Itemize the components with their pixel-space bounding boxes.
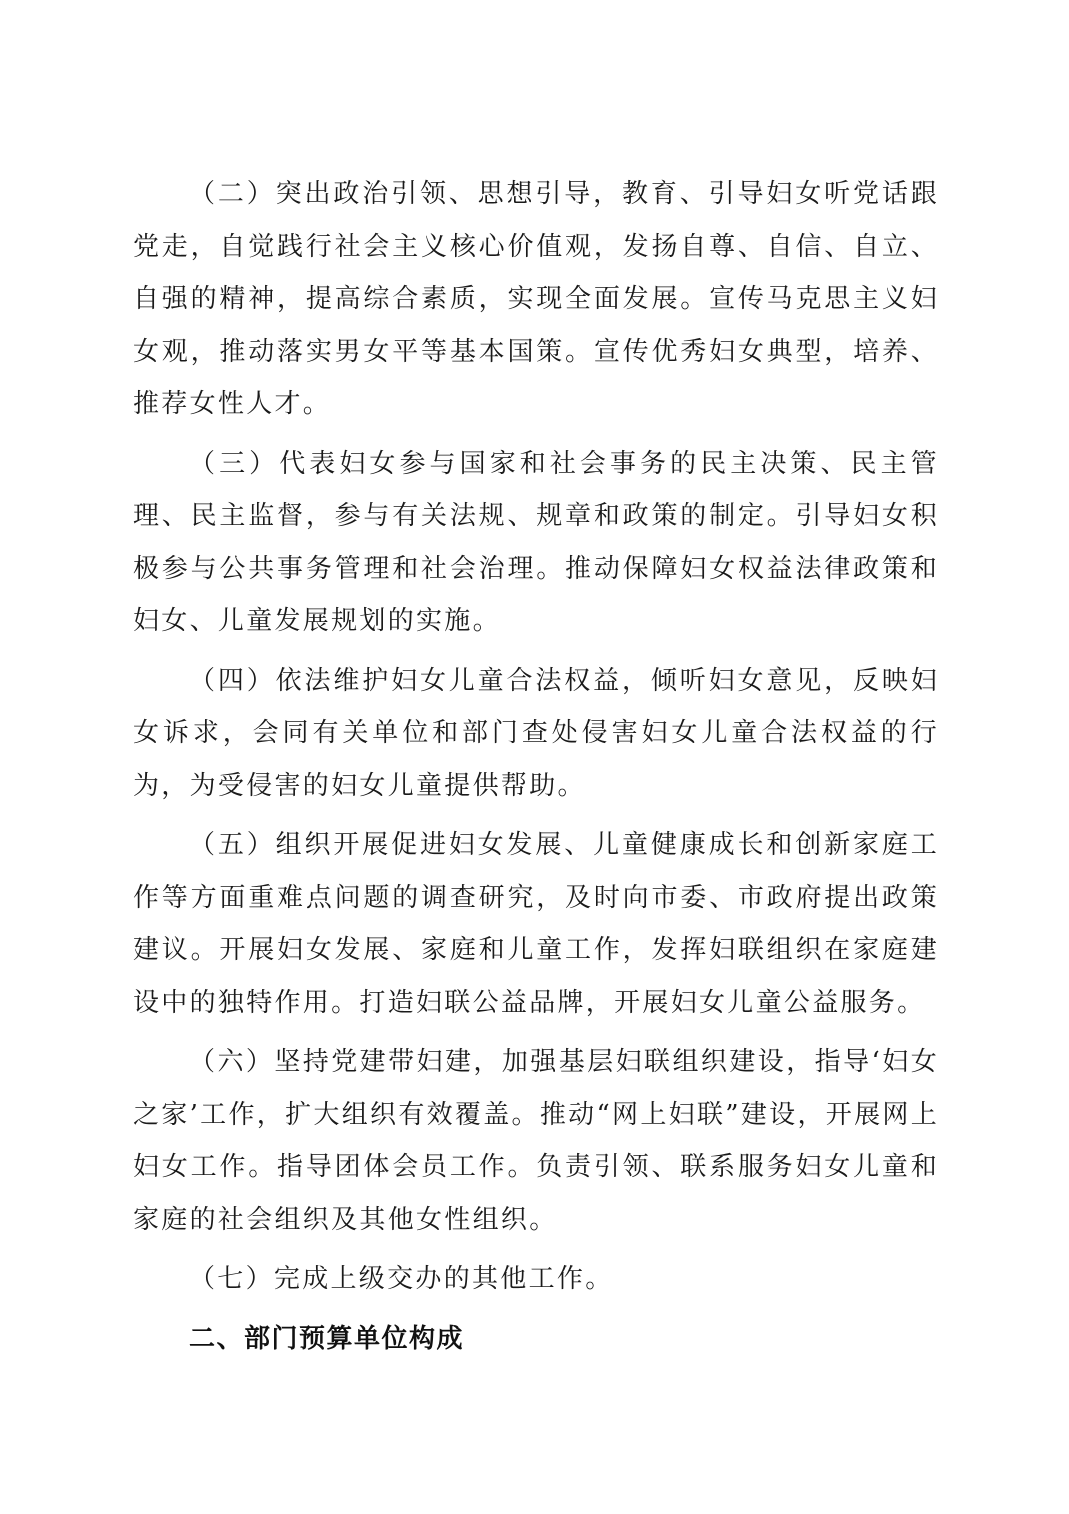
section-heading: 二、部门预算单位构成 xyxy=(189,1323,465,1354)
document-body xyxy=(133,168,939,1365)
paragraph-item-4: （四）依法维护妇女儿童合法权益，倾听妇女意见，反映妇女诉求，会同有关单位和部门查处侵害妇女儿童合法权益的行为，为受侵害的妇女儿童提供帮助。 xyxy=(133,665,939,801)
paragraph-item-5: （五）组织开展促进妇女发展、儿童健康成长和创新家庭工作等方面重难点问题的调查研究，及时向市委、市政府提出政策建议。开展妇女发展、家庭和儿童工作，发挥妇联组织在家庭建设中的独特作用。打造妇联公益品牌，开展妇女儿童公益服务。 xyxy=(133,830,939,1018)
paragraph-item-3: （三）代表妇女参与国家和社会事务的民主决策、民主管理、民主监督，参与有关法规、规章和政策的制定。引导妇女积极参与公共事务管理和社会治理。推动保障妇女权益法律政策和妇女、儿童发展规划的实施。 xyxy=(133,448,939,636)
paragraph-item-6: （六）坚持党建带妇建，加强基层妇联组织建设，指导‘妇女之家’工作，扩大组织有效覆盖。推动“网上妇联”建设，开展网上妇女工作。指导团体会员工作。负责引领、联系服务妇女儿童和家庭的社会组织及其他女性组织。 xyxy=(133,1047,939,1235)
paragraph-item-7: （七）完成上级交办的其他工作。 xyxy=(189,1264,614,1294)
paragraph-item-2: （二）突出政治引领、思想引导，教育、引导妇女听党话跟党走，自觉践行社会主义核心价值观，发扬自尊、自信、自立、自强的精神，提高综合素质，实现全面发展。宣传马克思主义妇女观，推动落实男女平等基本国策。宣传优秀妇女典型，培养、推荐女性人才。 xyxy=(133,179,939,419)
